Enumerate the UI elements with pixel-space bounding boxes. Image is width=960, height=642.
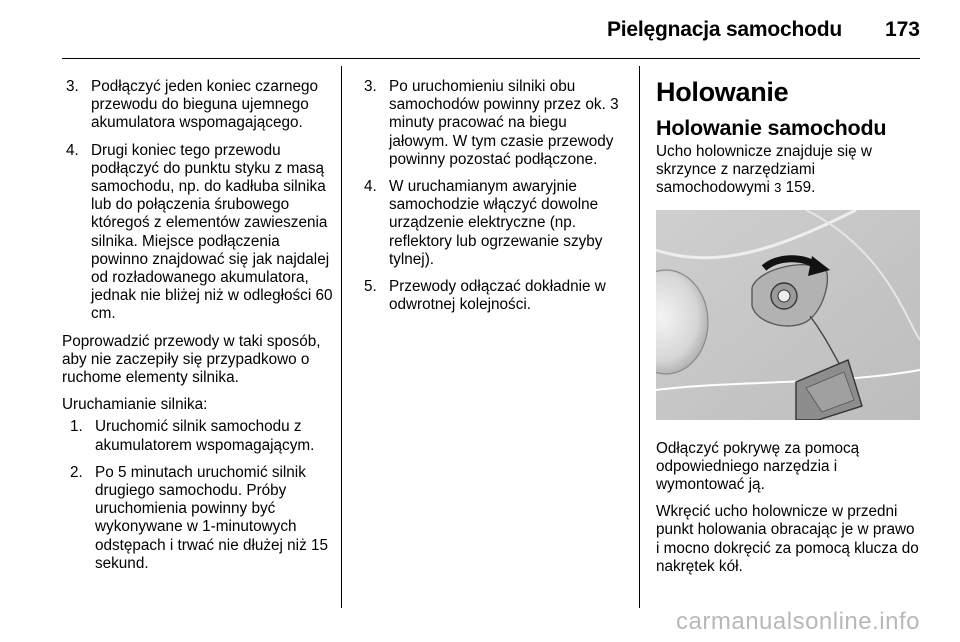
column-divider-2 xyxy=(639,66,640,608)
list-item xyxy=(62,142,334,324)
tow-eye-illustration-svg xyxy=(656,210,920,420)
list-item-number: 2. xyxy=(70,463,83,481)
list-item-text: Po uruchomieniu silniki obu samochodów powinny przez ok. 3 minuty pracować na biegu jałowym. W tym czasie przewody powinny pozostać podłączone. xyxy=(389,78,619,168)
column-divider-1 xyxy=(341,66,342,608)
list-item xyxy=(364,278,624,314)
page-number: 173 xyxy=(884,18,920,41)
paragraph: Odłączyć pokrywę za pomocą odpowiedniego narzędzia i wymontować ją. xyxy=(656,439,860,494)
list-item-number: 4. xyxy=(66,141,79,159)
running-header-title: Pielęgnacja samochodu xyxy=(606,18,842,41)
list-item-text: Podłączyć jeden koniec czarnego przewodu do bieguna ujemnego akumulatora wspomagającego. xyxy=(91,78,319,132)
list-item-number: 4. xyxy=(364,178,377,196)
list-item xyxy=(70,418,334,454)
list-item-number: 1. xyxy=(70,418,83,436)
list-item xyxy=(70,464,334,573)
list-item xyxy=(364,78,624,169)
column-1 xyxy=(62,78,334,582)
column-3 xyxy=(656,78,922,585)
tow-eye-illustration xyxy=(656,210,920,420)
paragraph: Uruchamianie silnika: xyxy=(62,396,208,414)
subsection-heading: Holowanie samochodu xyxy=(656,116,887,140)
list-item xyxy=(364,178,624,269)
watermark: carmanualsonline.info xyxy=(676,608,920,635)
list-item-text: Po 5 minutach uruchomić silnik drugiego samochodu. Próby uruchomienia powinny być wykonywane w 1-minutowych odstępach i trwać nie dłużej niż 15 sekund. xyxy=(95,463,328,572)
section-heading: Holowanie xyxy=(656,77,789,107)
paragraph xyxy=(656,143,922,198)
list-item-text: Przewody odłączać dokładnie w odwrotnej kolejności. xyxy=(389,278,606,314)
list-item-text: W uruchamianym awaryjnie samochodzie włączyć dowolne urządzenie elektryczne (np. reflektory lub ogrzewanie szyby tylnej). xyxy=(389,178,603,268)
page-reference-arrow-icon: 3 xyxy=(774,180,782,196)
intro-text: Ucho holownicze znajduje się w skrzynce z narzędziami samochodowymi xyxy=(656,143,872,197)
list-item-number: 3. xyxy=(364,78,377,95)
list-item-text: Drugi koniec tego przewodu podłączyć do punktu styku z masą samochodu, np. do kadłuba silnika lub do połączenia śrubowego któregoś z elementów zawieszenia silnika. Miejsce podłączenia powinno znajdować się jak najdalej od rozładowanego akumulatora, jednak nie bliżej niż w odległości 60 cm. xyxy=(91,141,333,323)
column-2 xyxy=(364,78,624,323)
paragraph: Poprowadzić przewody w taki sposób, aby nie zaczepiły się przypadkowo o ruchome elementy silnika. xyxy=(62,332,321,387)
list-item-number: 5. xyxy=(364,278,377,296)
paragraph: Wkręcić ucho holownicze w przedni punkt holowania obracając je w prawo i mocno dokręcić za pomocą klucza do nakrętek kół. xyxy=(656,503,919,575)
nested-list xyxy=(62,418,334,573)
list-item xyxy=(62,78,334,133)
header-divider xyxy=(62,58,920,59)
list-item-number: 3. xyxy=(66,78,79,95)
page-reference[interactable]: 159. xyxy=(785,179,816,197)
list-item-text: Uruchomić silnik samochodu z akumulatorem wspomagającym. xyxy=(95,418,315,454)
